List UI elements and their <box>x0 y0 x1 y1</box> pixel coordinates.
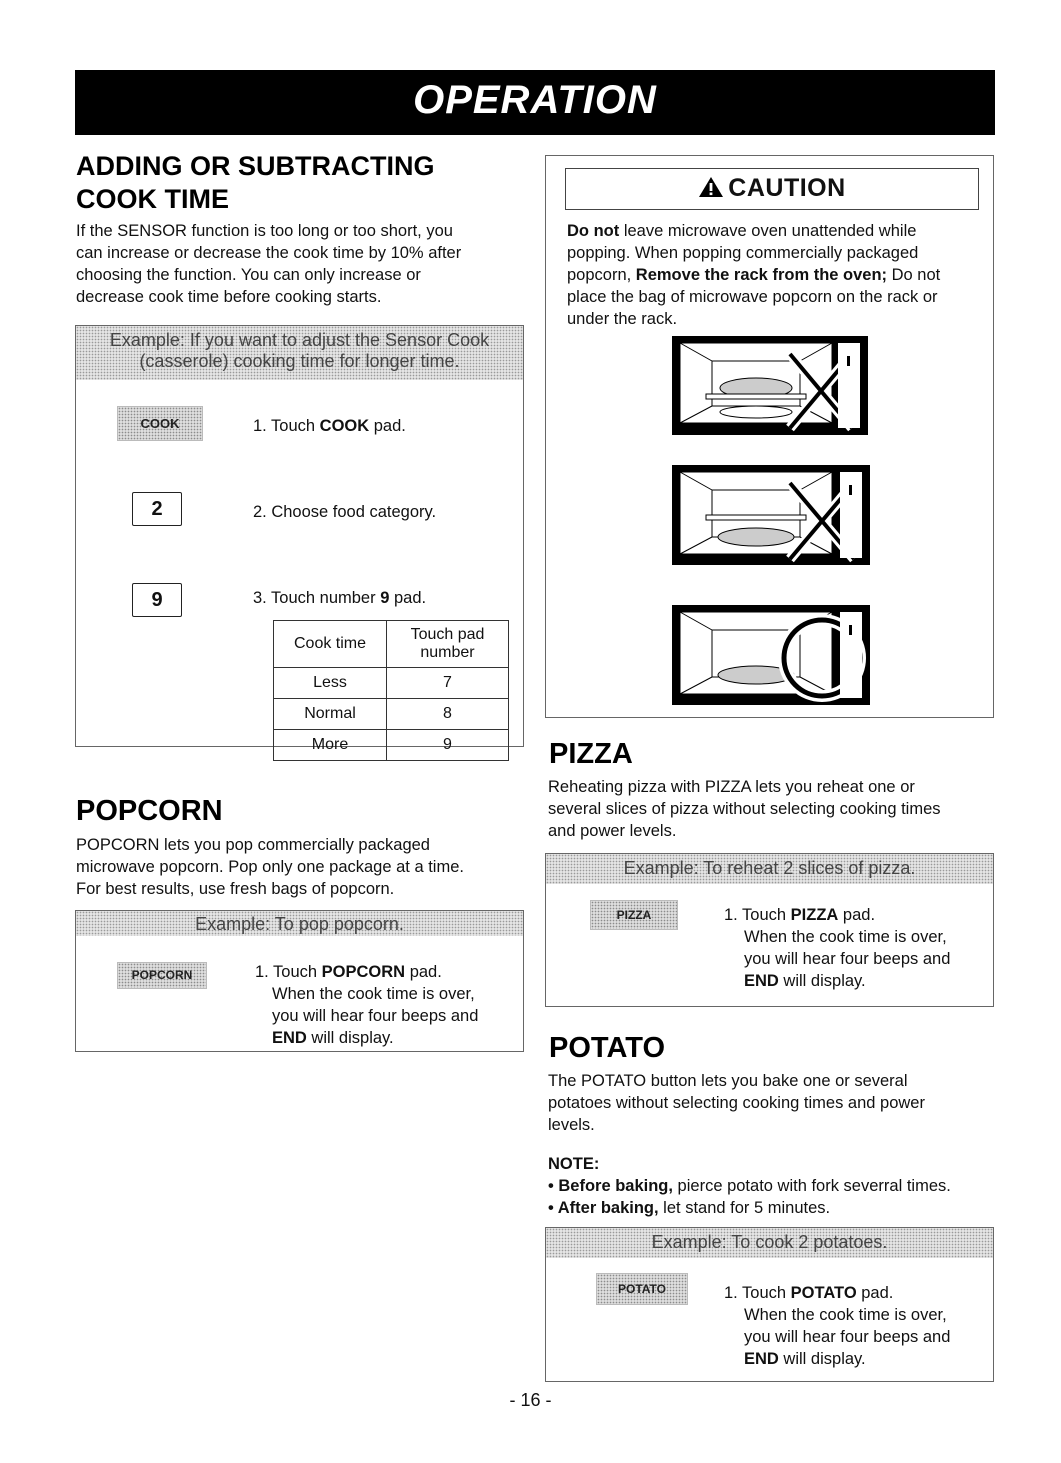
step-text: pad. <box>389 589 427 607</box>
note-line1 <box>548 1175 1008 1197</box>
popcorn-step-line4 <box>255 1027 478 1049</box>
popcorn-body-line: For best results, use fresh bags of popcorn. <box>76 880 395 898</box>
table-cell: 9 <box>387 730 509 761</box>
potato-example-bar: Example: To cook 2 potatoes. <box>546 1228 993 1258</box>
caution-header <box>565 168 979 210</box>
pizza-example-bar: Example: To reheat 2 slices of pizza. <box>546 854 993 884</box>
potato-step1 <box>724 1282 950 1304</box>
step-bold: 9 <box>380 589 390 607</box>
table-cell: Normal <box>274 699 387 730</box>
pizza-body-line: Reheating pizza with PIZZA lets you reheat one or <box>548 778 915 796</box>
potato-body <box>548 1070 998 1136</box>
adding-body <box>76 220 516 308</box>
note-bold: • Before baking, <box>548 1177 673 1195</box>
caution-title: CAUTION <box>728 174 846 202</box>
pizza-steps <box>724 904 950 992</box>
pizza-body-line: several slices of pizza without selecting cooking times <box>548 800 941 818</box>
caution-line: place the bag of microwave popcorn on the rack or <box>567 288 938 306</box>
potato-steps <box>724 1282 950 1370</box>
adding-step1 <box>253 415 406 437</box>
warning-icon <box>698 176 724 198</box>
popcorn-body <box>76 834 526 900</box>
note-line2 <box>548 1197 1008 1219</box>
adding-title-line2: COOK TIME <box>76 184 229 214</box>
popcorn-body-line: microwave popcorn. Pop only one package at a time. <box>76 858 464 876</box>
number-9-button[interactable]: 9 <box>132 583 182 617</box>
oven-rack-empty-illustration <box>672 465 870 565</box>
caution-line <box>567 264 987 286</box>
potato-body-line: The POTATO button lets you bake one or several <box>548 1072 908 1090</box>
caution-heading <box>566 174 978 203</box>
potato-pad-button[interactable]: POTATO <box>596 1273 688 1305</box>
caution-text-span: popcorn, <box>567 266 636 284</box>
popcorn-step-line3: you will hear four beeps and <box>272 1007 479 1025</box>
caution-text-span: Do not <box>887 266 941 284</box>
cook-time-table <box>273 620 509 761</box>
pizza-body <box>548 776 998 842</box>
adding-body-line: can increase or decrease the cook time by 10% after <box>76 244 462 262</box>
table-cell: More <box>274 730 387 761</box>
step-bold: PIZZA <box>790 906 839 924</box>
potato-step-line4 <box>724 1348 950 1370</box>
table-cell: Less <box>274 668 387 699</box>
table-header-cell: Touch pad number <box>387 621 509 668</box>
popcorn-step-line2: When the cook time is over, <box>272 985 475 1003</box>
potato-title: POTATO <box>549 1032 665 1064</box>
table-header-cell: Cook time <box>274 621 387 668</box>
banner-title: OPERATION <box>413 78 657 122</box>
step-text: will display. <box>306 1029 394 1047</box>
step-text: will display. <box>778 972 866 990</box>
step-text: pad. <box>369 417 406 435</box>
pizza-step1 <box>724 904 950 926</box>
caution-line: under the rack. <box>567 310 678 328</box>
step-text: pad. <box>856 1284 894 1302</box>
pizza-step-line4 <box>724 970 950 992</box>
adding-title-line1: ADDING OR SUBTRACTING <box>76 151 435 181</box>
popcorn-example-bar: Example: To pop popcorn. <box>76 911 523 936</box>
number-2-button[interactable]: 2 <box>132 492 182 526</box>
step-text: 3. Touch number <box>253 589 381 607</box>
potato-note <box>548 1153 1008 1219</box>
table-row <box>274 668 509 699</box>
popcorn-step1 <box>255 961 478 983</box>
note-title: NOTE: <box>548 1155 600 1173</box>
pizza-step-line2: When the cook time is over, <box>744 928 947 946</box>
page-number: - 16 - <box>509 1390 552 1410</box>
step-text: will display. <box>778 1350 866 1368</box>
pizza-step-line3: you will hear four beeps and <box>744 950 951 968</box>
popcorn-body-line: POPCORN lets you pop commercially packaged <box>76 836 430 854</box>
step-bold: END <box>744 972 779 990</box>
pizza-pad-button[interactable]: PIZZA <box>590 900 678 930</box>
note-text: pierce potato with fork severral times. <box>672 1177 951 1195</box>
adding-example-bar <box>76 326 523 380</box>
table-row <box>274 699 509 730</box>
caution-line <box>567 220 987 242</box>
potato-body-line: levels. <box>548 1116 595 1134</box>
table-header-row <box>274 621 509 668</box>
caution-bold: Remove the rack from the oven; <box>635 266 888 284</box>
adding-example-line2: (casserole) cooking time for longer time. <box>139 351 460 371</box>
oven-rack-popcorn-illustration <box>672 336 868 435</box>
oven-no-rack-ok-illustration <box>672 605 870 705</box>
potato-step-line2: When the cook time is over, <box>744 1306 947 1324</box>
note-text: let stand for 5 minutes. <box>658 1199 831 1217</box>
step-bold: POTATO <box>790 1284 857 1302</box>
table-cell: 8 <box>387 699 509 730</box>
caution-line: popping. When popping commercially packaged <box>567 244 919 262</box>
caution-text <box>567 220 987 330</box>
cook-pad-button[interactable]: COOK <box>117 406 203 441</box>
pizza-title: PIZZA <box>549 738 633 770</box>
step-text: pad. <box>405 963 442 981</box>
popcorn-steps <box>255 961 478 1049</box>
caution-bold: Do not <box>567 222 620 240</box>
adding-body-line: If the SENSOR function is too long or too short, you <box>76 222 453 240</box>
operation-banner <box>75 70 995 135</box>
step-text: 1. Touch <box>724 1284 791 1302</box>
caution-text-span: leave microwave oven unattended while <box>619 222 917 240</box>
step-text: 1. Touch <box>724 906 791 924</box>
popcorn-pad-button[interactable]: POPCORN <box>117 962 207 989</box>
adding-step2: 2. Choose food category. <box>253 503 437 521</box>
step-bold: END <box>272 1029 307 1047</box>
adding-step3 <box>253 587 426 609</box>
potato-body-line: potatoes without selecting cooking times and power <box>548 1094 925 1112</box>
adding-example-line1: Example: If you want to adjust the Sensor Cook <box>109 330 490 350</box>
pizza-body-line: and power levels. <box>548 822 677 840</box>
step-bold: END <box>744 1350 779 1368</box>
step-text: pad. <box>838 906 876 924</box>
step-bold: POPCORN <box>321 963 406 981</box>
step-bold: COOK <box>319 417 370 435</box>
adding-body-line: decrease cook time before cooking starts. <box>76 288 382 306</box>
step-text: 1. Touch <box>255 963 322 981</box>
potato-step-line3: you will hear four beeps and <box>744 1328 951 1346</box>
note-bold: • After baking, <box>548 1199 659 1217</box>
adding-body-line: choosing the function. You can only increase or <box>76 266 421 284</box>
table-row <box>274 730 509 761</box>
step-text: 1. Touch <box>253 417 320 435</box>
table-cell: 7 <box>387 668 509 699</box>
popcorn-title: POPCORN <box>76 795 223 827</box>
